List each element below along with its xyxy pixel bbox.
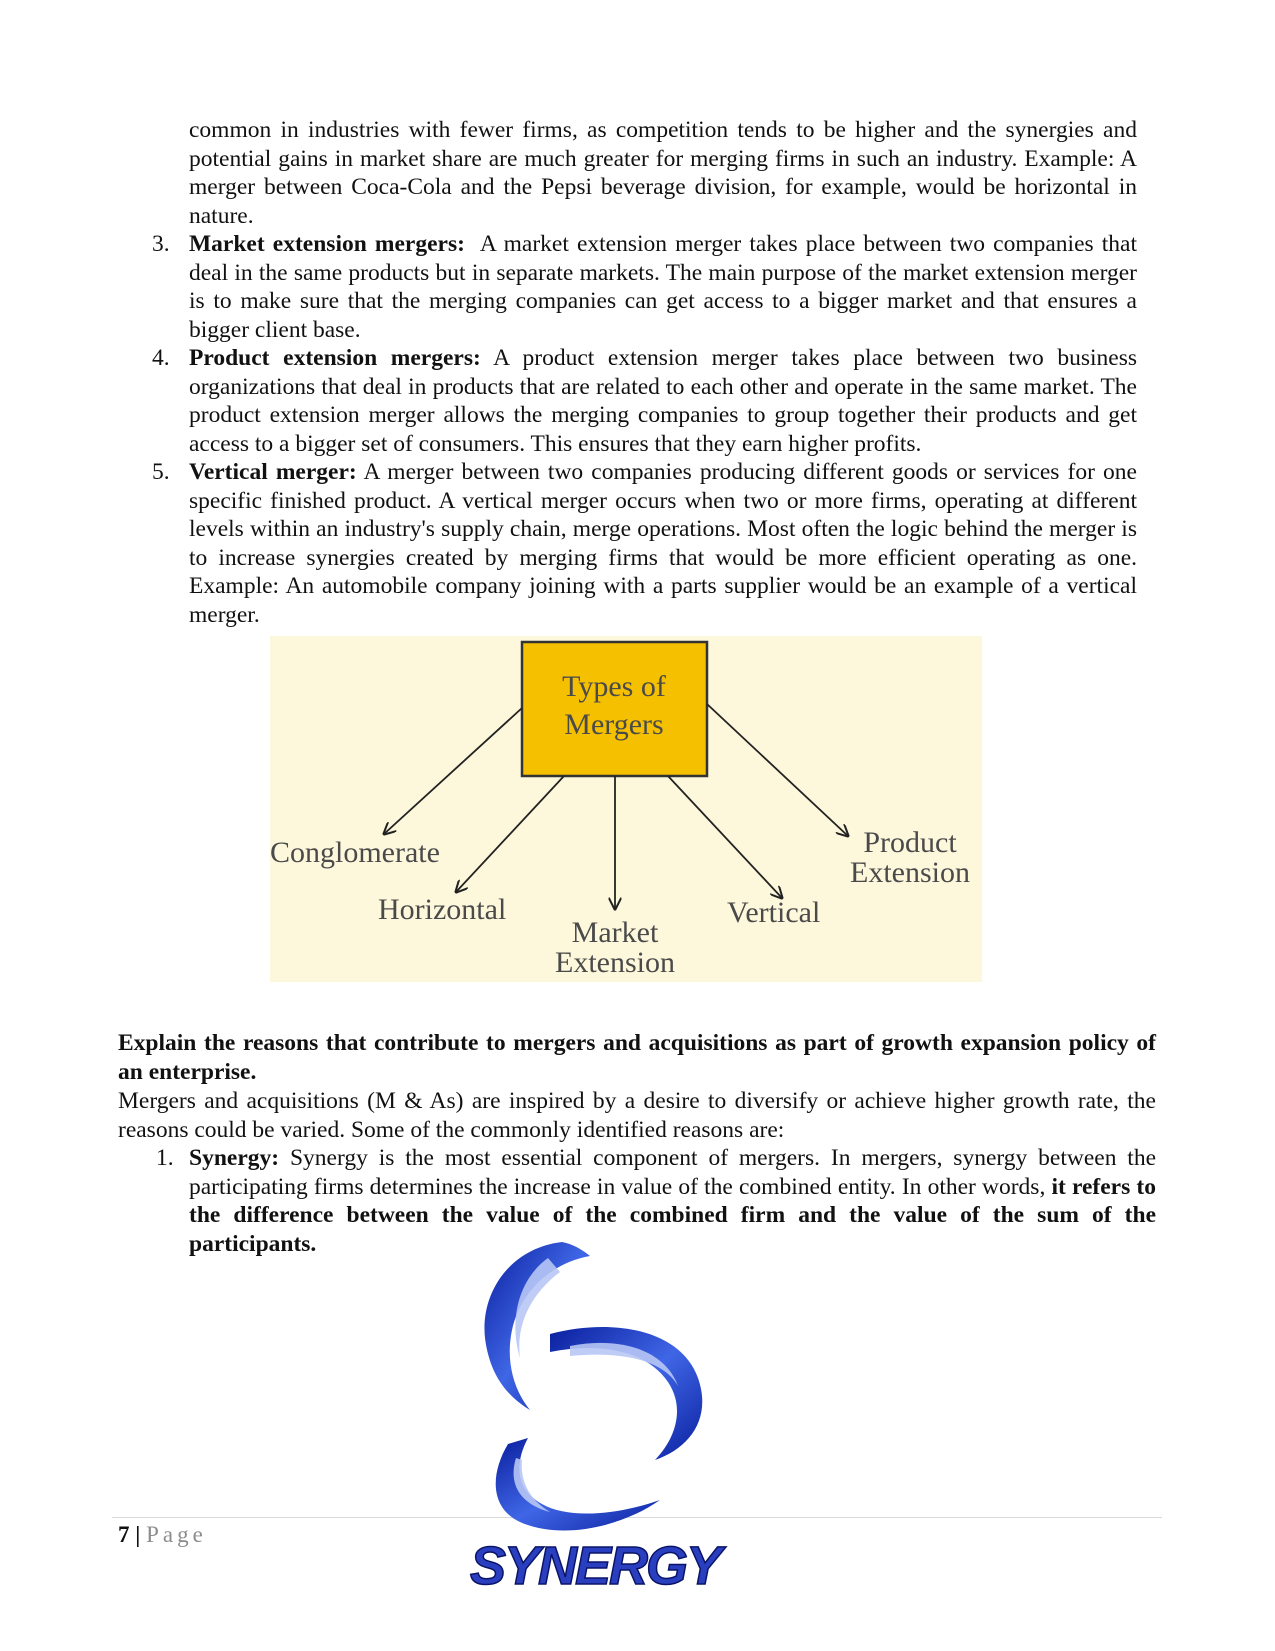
synergy-logo (450, 1238, 740, 1594)
section-intro: Mergers and acquisitions (M & As) are inspired by a desire to diversify or achieve higher growth rate, the reasons could be varied. Some of the commonly identified reasons are: (118, 1088, 1156, 1143)
list-text: A product extension merger takes place between two business organizations that deal in products that are related to each other and operate in the same market. The product extension merger allows the merging companies to group together their products and get access to a bigger set of consumers. This ensures that they earn higher profits. (189, 345, 1137, 457)
types-of-mergers-diagram (270, 636, 982, 982)
page-separator: | (135, 1522, 141, 1547)
page-label: Page (146, 1522, 207, 1547)
label-conglomerate: Conglomerate (270, 836, 440, 869)
list-number: 5. (152, 459, 170, 485)
label-market-extension-line1: Market (571, 916, 659, 949)
label-market-extension-line2: Extension (555, 946, 675, 979)
logo-swirl-top (484, 1242, 590, 1410)
list-text: Synergy is the most essential component of mergers. In mergers, synergy between the participating firms determines the increase in value of the combined entity. In other words, (189, 1145, 1157, 1200)
section-heading: Explain the reasons that contribute to mergers and acquisitions as part of growth expansion policy of an enterprise. (118, 1030, 1156, 1085)
logo-wordmark: SYNERGY (469, 1536, 721, 1594)
center-label-line2: Mergers (564, 708, 664, 741)
list-item-market-extension (189, 230, 1137, 344)
list-term: Market extension mergers: (189, 231, 465, 257)
list-text-emphasis: it refers to the difference between the value of the combined firm and the value of the sum of the participants. (189, 1173, 1156, 1257)
list-term: Product extension mergers: (189, 345, 481, 371)
list-term: Vertical merger: (189, 459, 357, 485)
label-vertical: Vertical (727, 896, 821, 929)
list-number: 3. (152, 231, 170, 257)
list-number: 1. (156, 1145, 174, 1171)
list-item-vertical (189, 458, 1137, 630)
label-horizontal: Horizontal (378, 893, 507, 926)
center-label-line1: Types of (562, 670, 666, 703)
page-number: 7 (118, 1522, 130, 1547)
list-item-product-extension (189, 344, 1137, 458)
label-product-extension-line2: Extension (850, 856, 970, 889)
label-product-extension-line1: Product (863, 826, 957, 859)
intro-continuation: common in industries with fewer firms, as competition tends to be higher and the synergies and potential gains in market share are much greater for merging firms in such an industry. Example: A merger between Coca-Cola and the Pepsi beverage division, for example, would be horizontal in nature. (189, 117, 1137, 229)
list-text: A market extension merger takes place between two companies that deal in the same products but in separate markets. The main purpose of the market extension merger is to make sure that the merging companies can get access to a bigger market and that ensures a bigger client base. (189, 231, 1137, 343)
list-number: 4. (152, 345, 170, 371)
list-text: A merger between two companies producing different goods or services for one specific finished product. A vertical merger occurs when two or more firms, operating at different levels within an industry's supply chain, merge operations. Most often the logic behind the merger is to increase synergies created by merging firms that would be more efficient operating as one. Example: An automobile company joining with a parts supplier would be an example of a vertical merger. (189, 459, 1137, 628)
page-footer (118, 1521, 207, 1549)
list-term: Synergy: (189, 1145, 280, 1171)
